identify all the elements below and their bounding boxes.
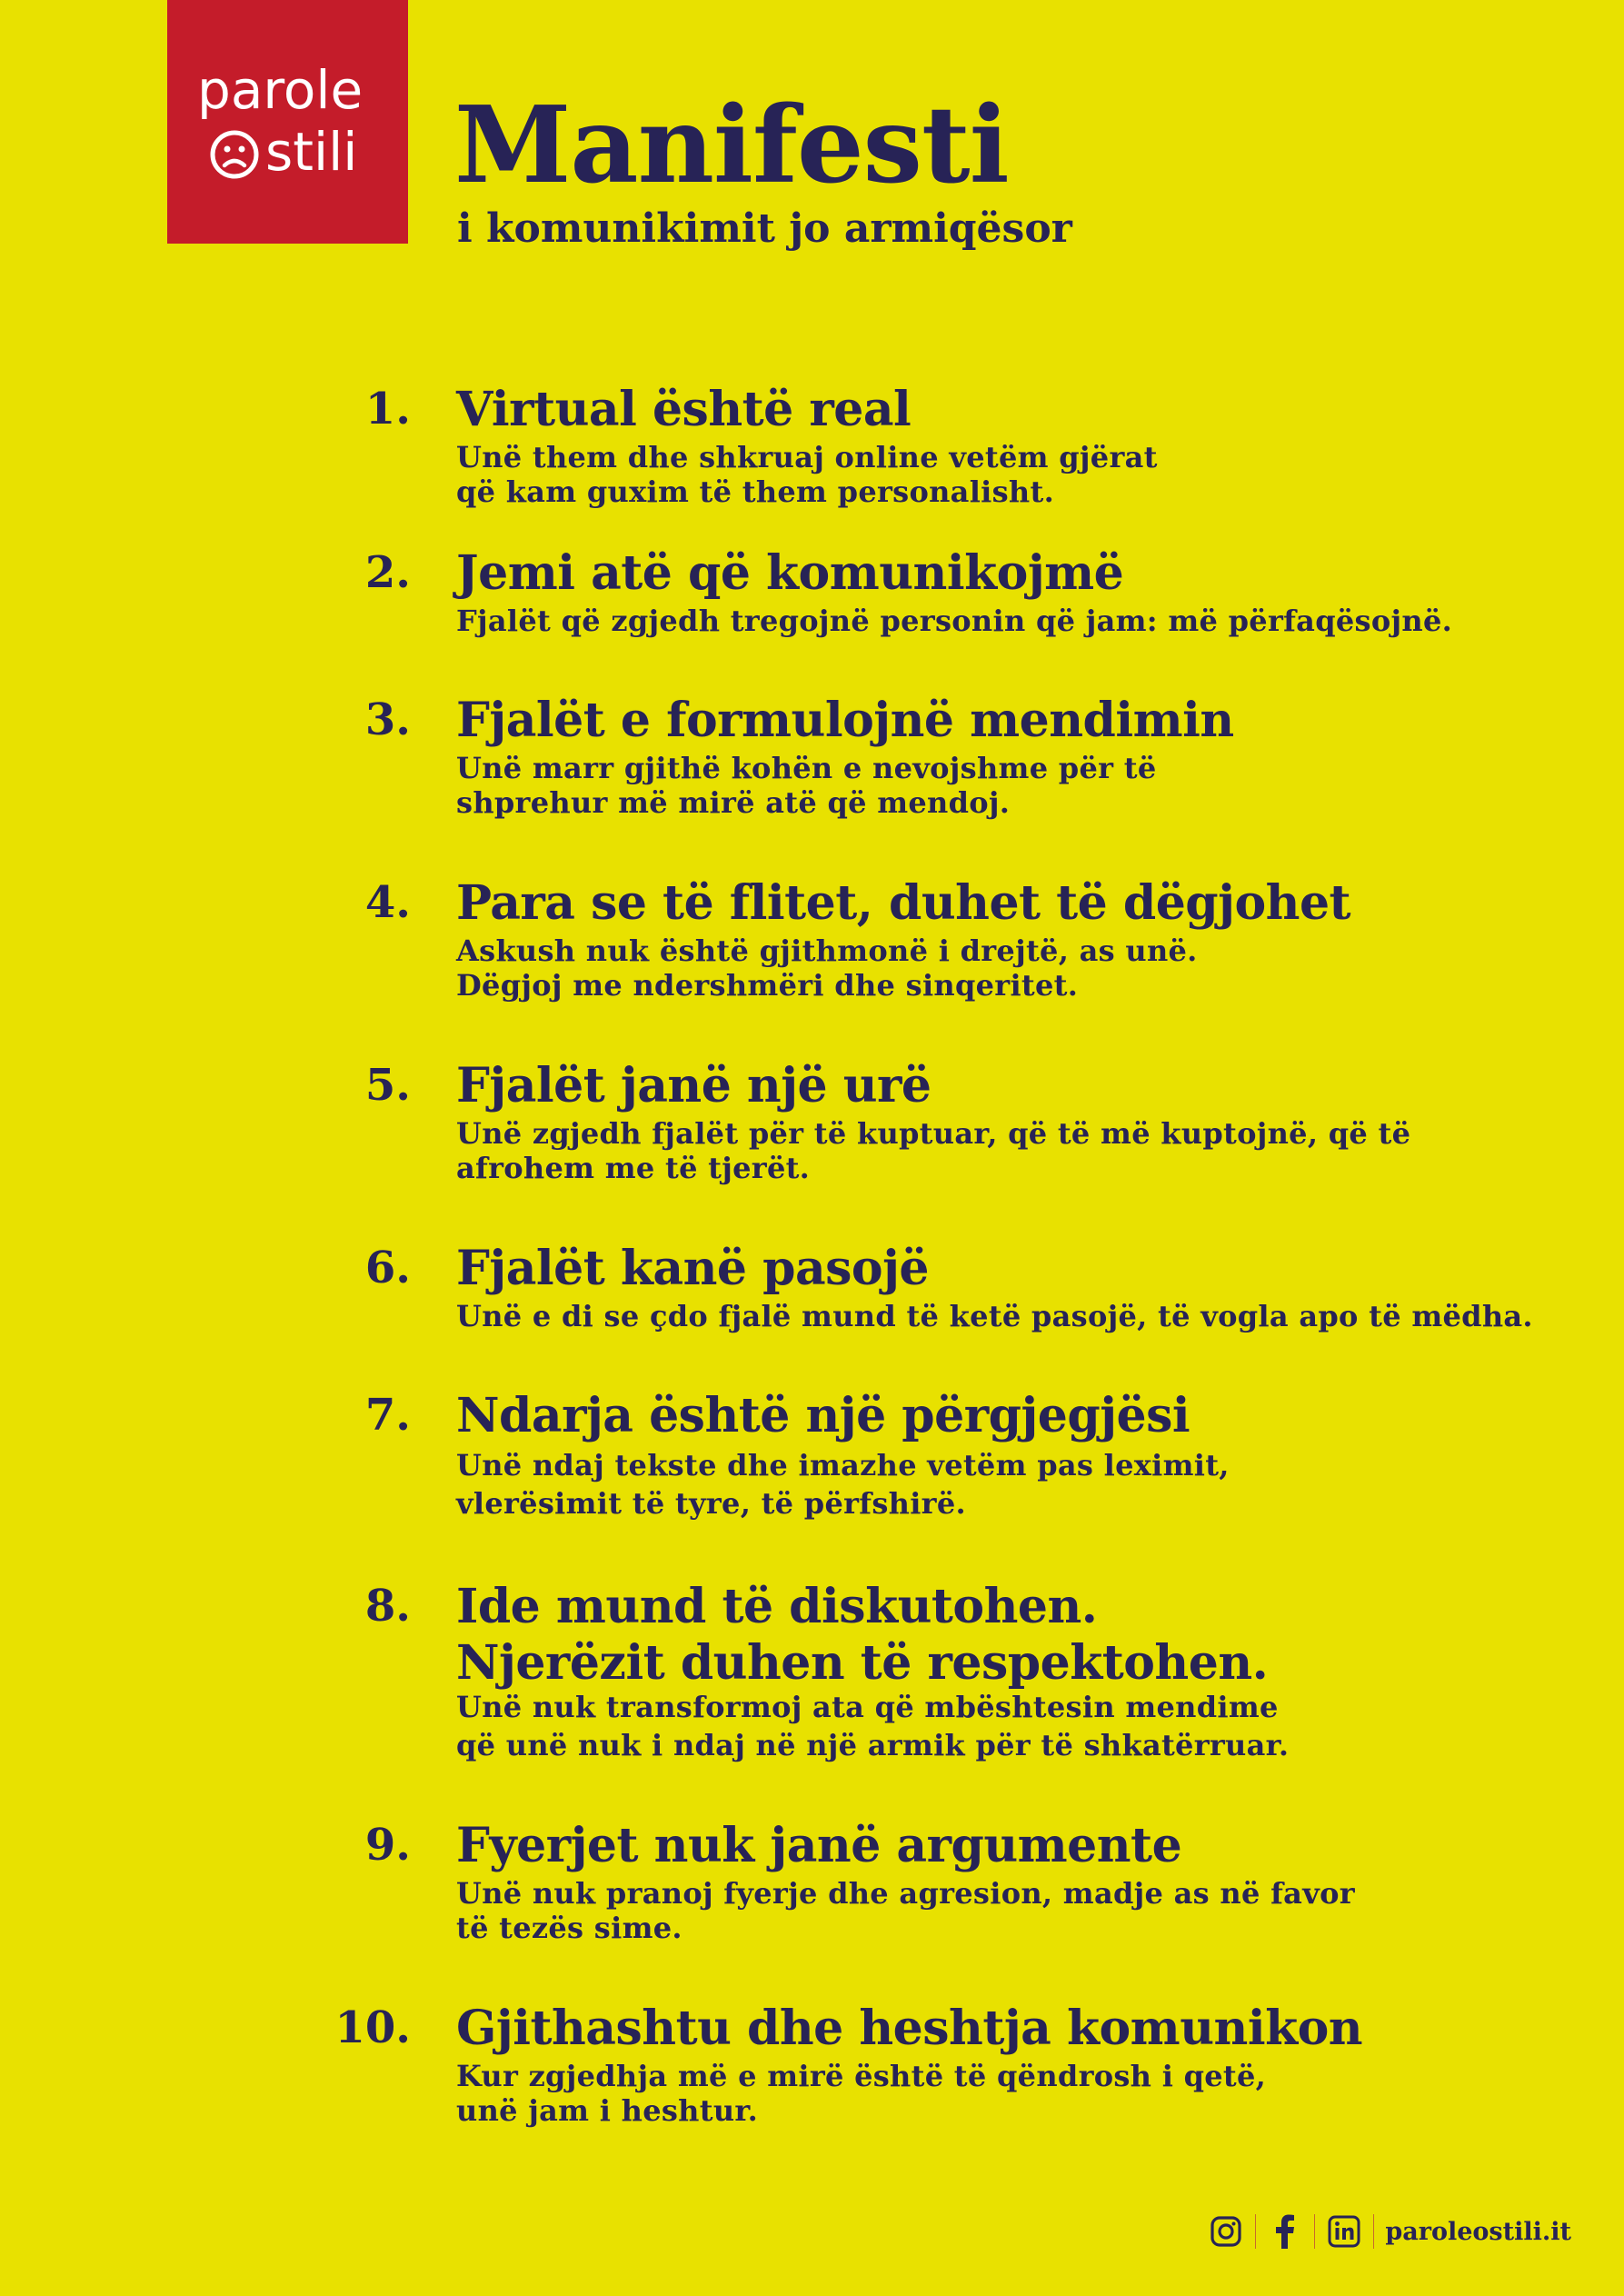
- item-text: Kur zgjedhja më e mirë është të qëndrosh i qetë, unë jam i heshtur.: [456, 2059, 1267, 2128]
- instagram-icon[interactable]: [1208, 2213, 1244, 2250]
- divider: [1314, 2214, 1315, 2249]
- item-number: 1.: [364, 384, 411, 434]
- logo-text-parole: parole: [197, 59, 364, 121]
- item-number: 7.: [364, 1390, 411, 1441]
- item-text: Unë nuk pranoj fyerje dhe agresion, madje as në favor të tezës sime.: [456, 1876, 1355, 1945]
- item-heading: Gjithashtu dhe heshtja komunikon: [456, 2001, 1363, 2056]
- item-text: Unë marr gjithë kohën e nevojshme për të shprehur më mirë atë që mendoj.: [456, 751, 1157, 820]
- item-text: Fjalët që zgjedh tregojnë personin që jam: më përfaqësojnë.: [456, 604, 1453, 638]
- facebook-icon[interactable]: [1267, 2213, 1303, 2250]
- item-text: Unë zgjedh fjalët për të kuptuar, që të më kuptojnë, që të afrohem me të tjerët.: [456, 1116, 1411, 1185]
- item-text: Askush nuk është gjithmonë i drejtë, as unë. Dëgjoj me ndershmëri dhe sinqeritet.: [456, 933, 1198, 1003]
- item-number: 9.: [364, 1820, 411, 1871]
- footer: [1208, 2209, 1571, 2254]
- logo-line-2: [209, 121, 358, 183]
- item-text: Unë nuk transformoj ata që mbështesin mendime që unë nuk i ndaj në një armik për të shkatërruar.: [456, 1690, 1290, 1762]
- item-heading: Virtual është real: [456, 382, 912, 437]
- logo-text-stili: stili: [265, 121, 358, 183]
- item-number: 2.: [364, 547, 411, 598]
- item-heading: Fyerjet nuk janë argumente: [456, 1818, 1182, 1873]
- item-heading: Ide mund të diskutohen. Njerëzit duhen të respektohen.: [456, 1579, 1269, 1691]
- item-heading: Para se të flitet, duhet të dëgjohet: [456, 875, 1351, 931]
- item-number: 4.: [364, 877, 411, 928]
- item-heading: Fjalët e formulojnë mendimin: [456, 693, 1234, 748]
- page-title: Manifesti: [454, 84, 1009, 207]
- divider: [1255, 2214, 1256, 2249]
- item-heading: Ndarja është një përgjegjësi: [456, 1388, 1191, 1443]
- item-text: Unë e di se çdo fjalë mund të ketë pasojë, të vogla apo të mëdha.: [456, 1299, 1533, 1333]
- item-number: 5.: [364, 1060, 411, 1111]
- linkedin-icon[interactable]: [1326, 2213, 1362, 2250]
- divider: [1373, 2214, 1374, 2249]
- item-number: 3.: [364, 694, 411, 745]
- item-number: 6.: [364, 1243, 411, 1293]
- sad-face-icon: [209, 129, 260, 180]
- page-subtitle: i komunikimit jo armiqësor: [457, 205, 1072, 252]
- item-heading: Fjalët janë një urë: [456, 1058, 932, 1113]
- item-text: Unë ndaj tekste dhe imazhe vetëm pas leximit, vlerësimit të tyre, të përfshirë.: [456, 1448, 1230, 1521]
- website-link[interactable]: paroleostili.it: [1385, 2217, 1571, 2246]
- item-heading: Fjalët kanë pasojë: [456, 1241, 930, 1296]
- item-heading: Jemi atë që komunikojmë: [456, 545, 1124, 601]
- item-text: Unë them dhe shkruaj online vetëm gjërat që kam guxim të them personalisht.: [456, 440, 1158, 509]
- logo: [167, 0, 408, 244]
- item-number: 8.: [364, 1581, 411, 1632]
- item-number: 10.: [334, 2002, 411, 2053]
